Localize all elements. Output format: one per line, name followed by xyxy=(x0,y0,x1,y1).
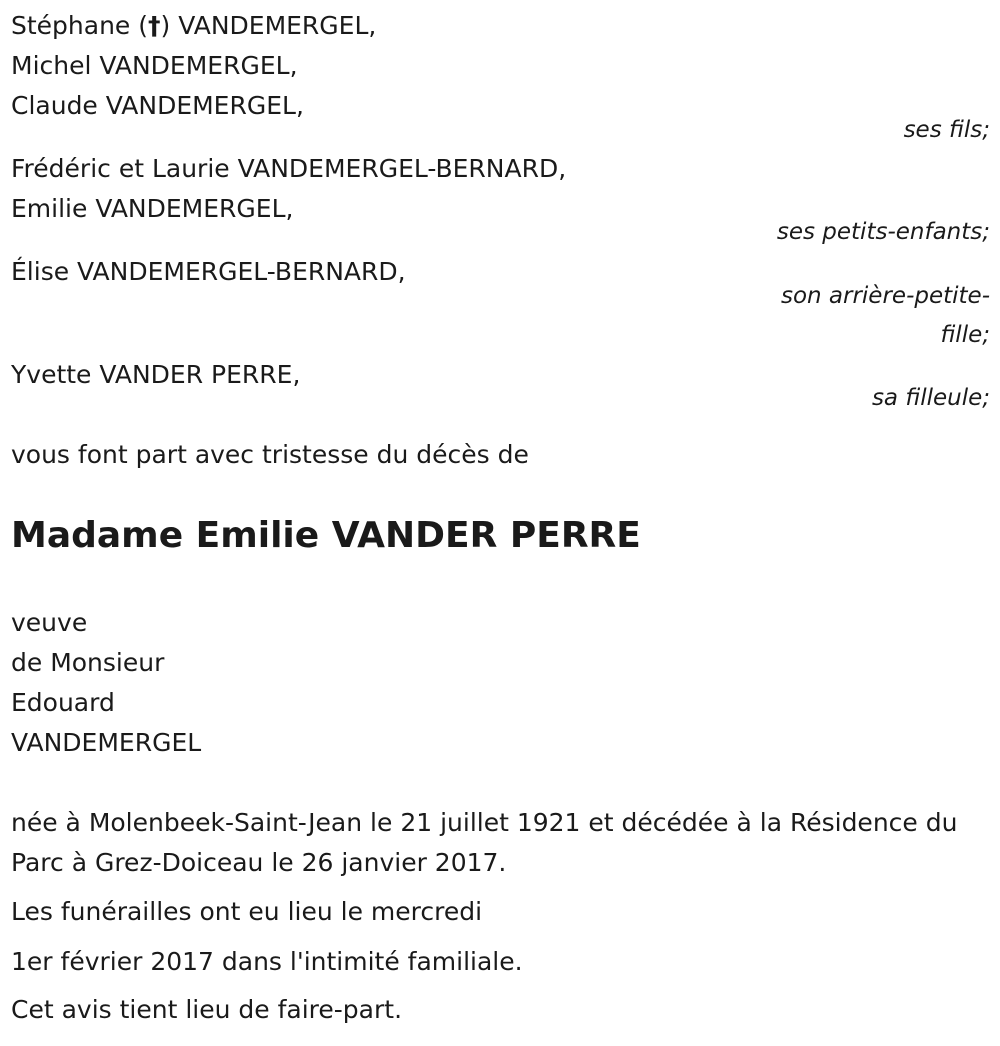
grandchild-name: Emilie VANDEMERGEL, xyxy=(11,194,294,223)
son-name-last-part: ) VANDEMERGEL, xyxy=(160,11,377,40)
great-granddaughter-role-line2: fille; xyxy=(940,322,990,348)
grandchildren-role: ses petits-enfants; xyxy=(776,219,990,245)
deceased-name-heading: Madame Emilie VANDER PERRE xyxy=(11,515,641,556)
goddaughter-role: sa filleule; xyxy=(871,385,990,411)
son-name xyxy=(11,6,376,46)
grandchildren-block xyxy=(11,149,566,229)
closing-text: Cet avis tient lieu de faire-part. xyxy=(11,995,403,1024)
son-name-first-part: Stéphane ( xyxy=(11,11,149,40)
grandchild-name: Frédéric et Laurie VANDEMERGEL-BERNARD, xyxy=(11,154,567,183)
funeral-line-2: 1er février 2017 dans l'intimité familiale. xyxy=(11,947,523,976)
announcement-text: vous font part avec tristesse du décès de xyxy=(11,440,529,469)
widow-of-line: veuve xyxy=(11,608,88,637)
funeral-line-1: Les funérailles ont eu lieu le mercredi xyxy=(11,897,483,926)
goddaughter-name: Yvette VANDER PERRE, xyxy=(11,360,301,389)
deceased-cross-icon: † xyxy=(148,11,161,40)
great-granddaughter-block xyxy=(11,252,406,292)
goddaughter-block xyxy=(11,355,300,395)
widow-of-line: de Monsieur xyxy=(11,648,165,677)
birth-death-paragraph: née à Molenbeek-Saint-Jean le 21 juillet 1921 et décédée à la Résidence du Parc à Grez-Doiceau le 26 janvier 2017. xyxy=(11,808,958,877)
son-name: Michel VANDEMERGEL, xyxy=(11,51,298,80)
widow-of-block xyxy=(11,603,201,763)
great-granddaughter-role-line1: son arrière-petite- xyxy=(780,283,990,309)
widow-of-line: Edouard xyxy=(11,688,115,717)
sons-role: ses fils; xyxy=(903,117,990,143)
widow-of-line: VANDEMERGEL xyxy=(11,728,202,757)
sons-block xyxy=(11,6,376,126)
son-name: Claude VANDEMERGEL, xyxy=(11,91,304,120)
great-granddaughter-name: Élise VANDEMERGEL-BERNARD, xyxy=(11,257,406,286)
